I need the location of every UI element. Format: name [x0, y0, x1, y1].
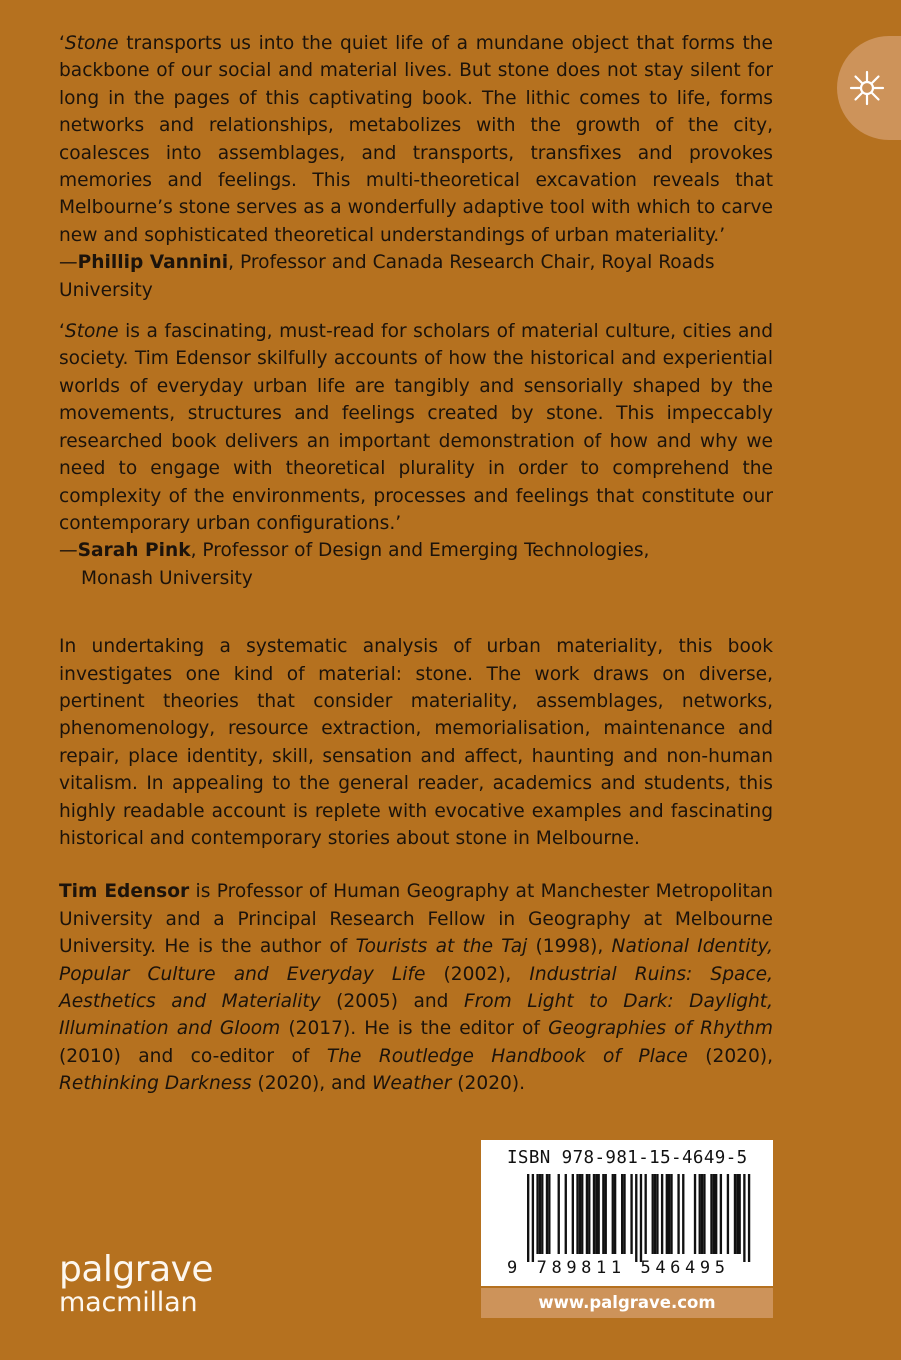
barcode-bar — [541, 1174, 543, 1254]
barcode-bar — [635, 1174, 637, 1262]
barcode-bar — [593, 1174, 595, 1254]
barcode-bar — [654, 1174, 656, 1254]
book-description: In undertaking a systematic analysis of urban materiality, this book investigates one kind of material: stone. The work draws on diverse, pertinent theories that consider materiality, assemblages, networks, phenomenology, resource extraction, memorialisation, maintenance and repair, place identity, skill, sensation and affect, haunting and non-human vitalism. In appealing to the general reader, academics and students, this highly readable account is replete with evocative examples and fascinating historical and contemporary stories about stone in Melbourne. — [59, 636, 773, 849]
blurb-attribution: —Phillip Vannini, Professor and Canada Research Chair, Royal Roads University — [59, 252, 715, 301]
publisher-logo — [59, 1249, 214, 1318]
barcode-bar — [532, 1174, 534, 1262]
barcode-bar — [703, 1174, 705, 1254]
publisher-name-line2: macmillan — [59, 1287, 198, 1318]
barcode-bar — [715, 1174, 717, 1254]
barcode-bar — [527, 1174, 529, 1262]
blurb-vannini: ‘Stone transports us into the quiet life of a mundane object that forms the backbone of our social and material lives. But stone does not stay silent for long in the pages of this captivating book. The lithic comes to life, forms networks and relationships, metabolizes with the growth of the city, coalesces into assemblages, and transports, transfixes and provokes memories and feelings. This multi-theoretical excavation reveals that Melbourne’s stone serves as a wonderfully adaptive tool with which to carve new and sophisticated theoretical understandings of urban materiality.’ — [59, 33, 773, 246]
barcode-bar — [666, 1174, 668, 1254]
barcode-bar — [546, 1174, 548, 1254]
barcode-bar — [565, 1174, 567, 1254]
barcode-bar — [640, 1174, 642, 1262]
barcode-bar — [736, 1174, 738, 1254]
barcode-bar — [668, 1174, 670, 1254]
barcode-bar — [699, 1174, 701, 1254]
barcode-bar — [621, 1174, 623, 1254]
barcode-bar — [734, 1174, 736, 1254]
barcode-bar — [576, 1174, 578, 1254]
barcode-bar — [682, 1174, 684, 1254]
barcode-bar — [656, 1174, 658, 1254]
publisher-website[interactable]: www.palgrave.com — [481, 1288, 773, 1318]
author-bio: Tim Edensor is Professor of Human Geography at Manchester Metropolitan University and a Principal Research Fellow in Geography at Melbourne University. He is the author of Tourists at the Taj (1998), National Identity, Popular Culture and Everyday Life (2002), Industrial Ruins: Space, Aesthetics and Materiality (2005) and From Light to Dark: Daylight, Illumination and Gloom (2017). He is the editor of Geographies of Rhythm (2010) and co-editor of The Routledge Handbook of Place (2020), Rethinking Darkness (2020), and Weather (2020). — [59, 881, 774, 1095]
barcode-bar — [701, 1174, 703, 1254]
barcode-bar — [536, 1174, 538, 1254]
barcode-bar — [612, 1174, 614, 1254]
blurb-title: Stone — [64, 33, 119, 54]
palgrave-star-icon — [849, 70, 885, 106]
publisher-name-line1: palgrave — [59, 1249, 214, 1290]
barcode-bar — [586, 1174, 588, 1254]
blurb-pink: ‘Stone is a fascinating, must-read for scholars of material culture, cities and society. Tim Edensor skilfully accounts of how the historical and experiential worlds of everyday urban life are tangibly and sensorially shaped by the movements, structures and feelings created by stone. This impeccably researched book delivers an important demonstration of how and why we need to engage with theoretical plurality in order to comprehend the complexity of the environments, processes and feelings that constitute our contemporary urban configurations.’ — [59, 321, 773, 534]
barcode-bar — [652, 1174, 654, 1254]
barcode-bar — [572, 1174, 574, 1254]
isbn-barcode — [481, 1140, 773, 1286]
blurb-attribution: —Sarah Pink, Professor of Design and Emerging Technologies, Monash University — [59, 540, 650, 589]
barcode-bar — [539, 1174, 541, 1254]
palgrave-logo-badge — [837, 36, 901, 140]
barcode-bar — [720, 1174, 722, 1254]
barcode-bar — [670, 1174, 672, 1254]
back-cover-text — [59, 30, 773, 1098]
barcode-bar — [661, 1174, 663, 1254]
barcode-bar — [581, 1174, 583, 1254]
barcode-bar — [579, 1174, 581, 1254]
barcode-bar — [614, 1174, 616, 1254]
blurb-title: Stone — [64, 321, 119, 343]
barcode-bar — [630, 1174, 632, 1254]
isbn-label: ISBN 978-981-15-4649-5 — [507, 1148, 748, 1168]
barcode-bar — [739, 1174, 741, 1254]
barcode-bar — [748, 1174, 750, 1262]
barcode-bar — [588, 1174, 590, 1254]
barcode-bar — [598, 1174, 600, 1254]
barcode-bar — [710, 1174, 712, 1254]
barcode-bar — [595, 1174, 597, 1254]
barcode-bar — [694, 1174, 696, 1254]
barcode-bar — [645, 1174, 647, 1254]
barcode-bar — [727, 1174, 729, 1254]
barcode-bar — [605, 1174, 607, 1254]
barcode-bar — [743, 1174, 745, 1262]
barcode-bar — [602, 1174, 604, 1254]
barcode-bar — [548, 1174, 550, 1254]
barcode-bar — [677, 1174, 679, 1254]
barcode-bar — [623, 1174, 625, 1254]
ean-digits: 9 789811 546495 — [507, 1258, 730, 1278]
barcode-bar — [558, 1174, 560, 1254]
barcode-bar — [713, 1174, 715, 1254]
